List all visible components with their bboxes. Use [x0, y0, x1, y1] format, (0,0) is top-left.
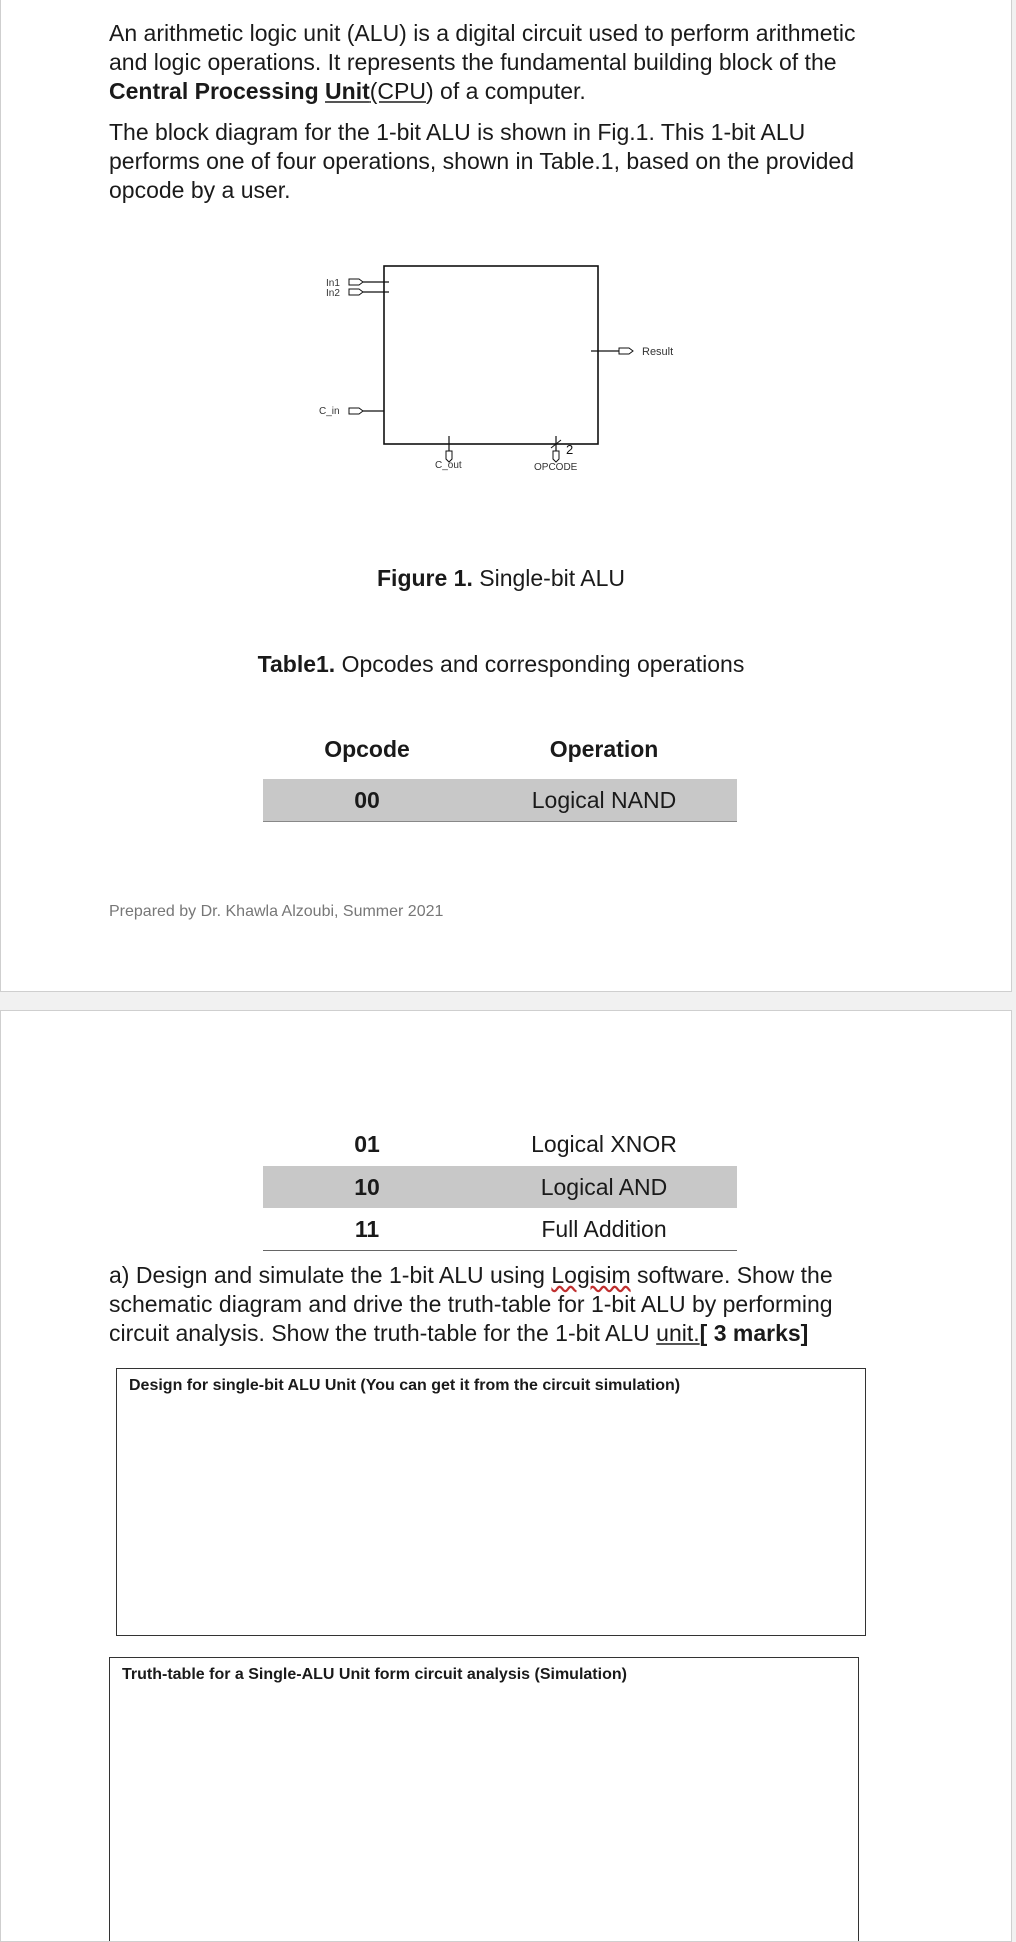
- opcode-label: OPCODE: [534, 462, 578, 473]
- truth-table-answer-box[interactable]: [109, 1657, 859, 1942]
- question-a: a) Design and simulate the 1-bit ALU using Logisim software. Show the schematic diagram and drive the truth-table for 1-bit ALU by performing circuit analysis. Show the truth-table for the 1-bit ALU unit.[ 3 marks]: [109, 1262, 833, 1346]
- document-page-2: [0, 1010, 1012, 1942]
- cpu-unit-link[interactable]: Unit: [325, 78, 370, 104]
- in2-pin: [349, 289, 363, 295]
- header-opcode: Opcode: [324, 736, 410, 762]
- logisim-spellcheck-word[interactable]: Logisim: [551, 1262, 631, 1288]
- header-operation: Operation: [549, 736, 659, 762]
- table-row: 00 Logical NAND: [263, 779, 737, 822]
- result-pin: [619, 348, 633, 354]
- intro-paragraph-1: An arithmetic logic unit (ALU) is a digital circuit used to perform arithmetic and logic operations. It represents the fundamental building block of the Central Processing Unit(CPU) of a computer.: [109, 20, 856, 104]
- opcode-width-label: 2: [566, 442, 574, 457]
- intro-paragraph-2: The block diagram for the 1-bit ALU is shown in Fig.1. This 1-bit ALU performs one of four operations, shown in Table.1, based on the provided opcode by a user.: [109, 119, 854, 203]
- c-out-label: C_out: [435, 460, 462, 471]
- marks-label: [ 3 marks]: [699, 1320, 809, 1346]
- table-caption: Table1. Opcodes and corresponding operations: [257, 651, 745, 677]
- opcode-pin: [553, 451, 559, 462]
- in1-label: In1: [326, 278, 340, 289]
- page-footer: Prepared by Dr. Khawla Alzoubi, Summer 2021: [109, 903, 444, 920]
- c-in-label: C_in: [319, 406, 340, 417]
- table-header-row: [263, 728, 737, 770]
- design-answer-box[interactable]: [116, 1368, 866, 1636]
- design-box-title: Design for single-bit ALU Unit (You can get it from the circuit simulation): [129, 1377, 681, 1394]
- table-row: 10 Logical AND: [263, 1166, 737, 1208]
- alu-block-diagram: [301, 241, 701, 481]
- in1-pin: [349, 279, 363, 285]
- c-in-pin: [349, 408, 363, 414]
- table-row: 11 Full Addition: [263, 1208, 737, 1251]
- result-label: Result: [642, 346, 674, 358]
- table-row: 01 Logical XNOR: [354, 1131, 677, 1157]
- truth-box-title: Truth-table for a Single-ALU Unit form circuit analysis (Simulation): [122, 1666, 627, 1683]
- in2-label: In2: [326, 288, 340, 299]
- unit-link[interactable]: unit.: [656, 1320, 700, 1346]
- alu-body: [384, 266, 598, 444]
- cpu-link[interactable]: (CPU: [369, 78, 426, 104]
- figure-caption: Figure 1. Single-bit ALU: [377, 565, 625, 591]
